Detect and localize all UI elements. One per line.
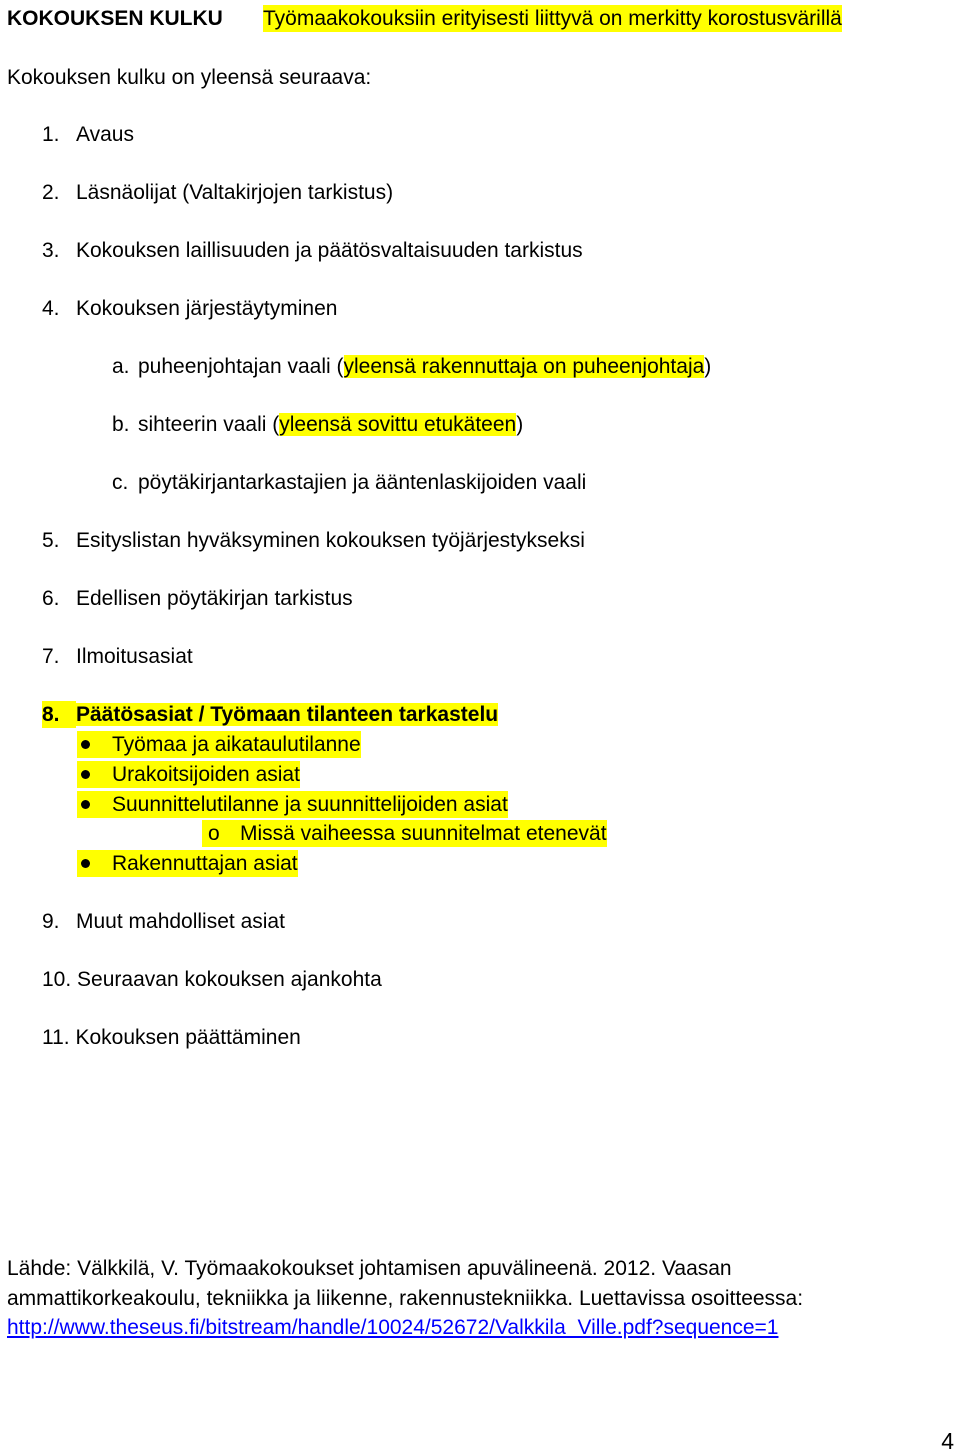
list-item [42,237,583,264]
item-text: Ilmoitusasiat [76,645,193,668]
item-text: Muut mahdolliset asiat [76,910,285,933]
sub-item-after: ) [516,413,524,436]
list-item [42,908,285,935]
sub-bullet-marker: o [208,822,220,845]
item-number: 11. [42,1026,70,1049]
list-item-decisions [42,701,498,728]
list-item [42,179,393,206]
sub-item-text: sihteerin vaali ( [138,413,280,436]
sub-list-item [112,411,523,438]
item-text: Kokouksen järjestäytyminen [76,297,338,320]
list-item [42,585,353,612]
source-line-2: ammattikorkeakoulu, tekniikka ja liikenne, rakennustekniikka. Luettavissa osoitteessa: [7,1287,804,1310]
item-number: 9. [42,910,60,933]
item-number: 6. [42,587,60,610]
bullet-item: Suunnittelutilanne ja suunnittelijoiden asiat [77,791,508,818]
sub-item-letter: a. [112,355,130,378]
sub-item-after: ) [704,355,712,378]
list-item [42,295,337,322]
item-text: Läsnäolijat (Valtakirjojen tarkistus) [76,181,394,204]
sub-item-highlight: yleensä rakennuttaja on puheenjohtaja [343,355,705,378]
sub-item-letter: b. [112,413,130,436]
bullet-icon [81,770,90,779]
item-text: Kokouksen laillisuuden ja päätösvaltaisuuden tarkistus [76,239,583,262]
item-number: 8. [42,701,76,728]
sub-list-item [112,469,586,496]
page-title: KOKOUKSEN KULKU [7,7,223,30]
bullet-icon [81,859,90,868]
item-title-highlight: Työmaan tilanteen tarkastelu [210,703,499,726]
list-item [42,121,134,148]
item-number: 10. [42,968,72,991]
item-text: Esityslistan hyväksyminen kokouksen työjärjestykseksi [76,529,585,552]
item-title: Päätösasiat / [76,703,211,726]
item-text: Avaus [76,123,134,146]
sub-item-highlight: yleensä sovittu etukäteen [279,413,517,436]
item-number: 2. [42,181,60,204]
item-number: 7. [42,645,60,668]
sub-item-letter: c. [112,471,129,494]
item-number: 5. [42,529,60,552]
bullet-item: Rakennuttajan asiat [77,850,298,877]
list-item [42,966,382,993]
intro-text: Kokouksen kulku on yleensä seuraava: [7,66,372,89]
item-number: 4. [42,297,60,320]
highlight-note: Työmaakokouksiin erityisesti liittyvä on merkitty korostusvärillä [263,7,842,30]
sub-bullet-text: Missä vaiheessa suunnitelmat etenevät [240,822,607,845]
list-item [42,1024,301,1051]
sub-list-item [112,353,711,380]
source-url-link[interactable]: http://www.theseus.fi/bitstream/handle/10024/52672/Valkkila_Ville.pdf?sequence=1 [7,1316,779,1339]
page-number: 4 [941,1428,954,1454]
bullet-icon [81,740,90,749]
item-number: 3. [42,239,60,262]
item-text: Kokouksen päättäminen [75,1026,301,1049]
item-number: 1. [42,123,60,146]
sub-item-text: pöytäkirjantarkastajien ja ääntenlaskijoiden vaali [138,471,587,494]
bullet-icon [81,800,90,809]
source-line-1: Lähde: Välkkilä, V. Työmaakokoukset johtamisen apuvälineenä. 2012. Vaasan [7,1257,732,1280]
bullet-item: Urakoitsijoiden asiat [77,761,300,788]
list-item [42,643,193,670]
bullet-item: Työmaa ja aikataulutilanne [77,731,361,758]
sub-item-text: puheenjohtajan vaali ( [138,355,344,378]
item-text: Edellisen pöytäkirjan tarkistus [76,587,353,610]
list-item [42,527,585,554]
item-text: Seuraavan kokouksen ajankohta [77,968,382,991]
sub-bullet-item [202,820,607,847]
